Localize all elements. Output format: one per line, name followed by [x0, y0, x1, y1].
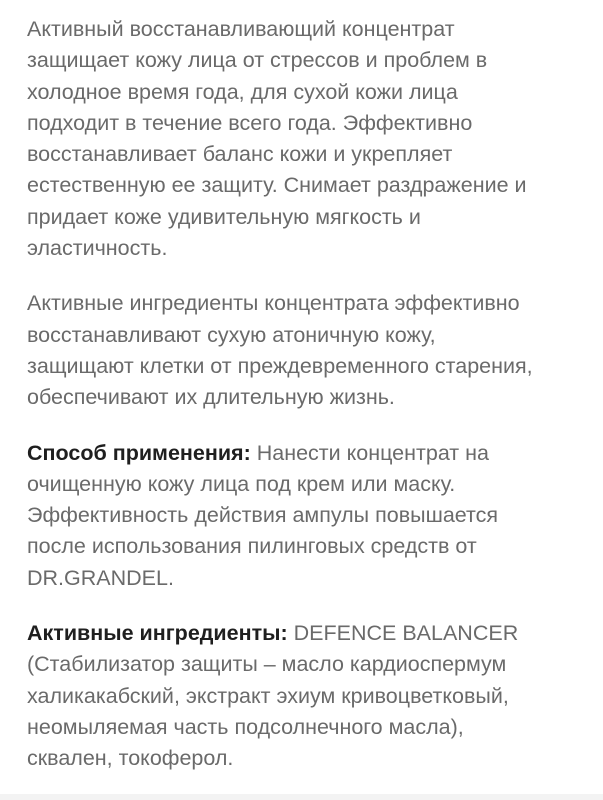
text-line: восстанавливает баланс кожи и укрепляет: [27, 142, 453, 167]
text-line: неомыляемая часть подсолнечного масла),: [27, 714, 464, 739]
text-line: защищает кожу лица от стрессов и проблем в: [27, 48, 488, 73]
text-line: эластичность.: [27, 236, 168, 261]
text-line: после использования пилинговых средств от: [27, 534, 477, 559]
active-ingredients-paragraph: [27, 618, 597, 774]
text-line: Активный восстанавливающий концентрат: [27, 17, 455, 41]
usage-paragraph: [27, 438, 597, 594]
text-line: [27, 618, 597, 649]
text-line: обеспечивают их длительную жизнь.: [27, 385, 395, 410]
text-line: восстанавливают сухую атоничную кожу,: [27, 322, 436, 347]
usage-label: Способ применения:: [27, 440, 251, 465]
product-description: [27, 14, 597, 799]
text-line: подходит в течение всего года. Эффективно: [27, 110, 473, 135]
text-line: защищают клетки от преждевременного старения,: [27, 353, 533, 378]
active-ingredients-first-line: DEFENCE BALANCER: [287, 621, 519, 646]
text-line: сквален, токоферол.: [27, 746, 234, 771]
text-line: Эффективность действия ампулы повышается: [27, 503, 499, 528]
text-line: (Стабилизатор защиты – масло кардиоспермум: [27, 652, 507, 677]
usage-first-line: Нанести концентрат на: [250, 440, 489, 465]
text-line: DR.GRANDEL.: [27, 565, 174, 590]
active-ingredients-label: Активные ингредиенты:: [27, 621, 288, 646]
text-line: халикакабский, экстракт эхиум кривоцветковый,: [27, 683, 509, 708]
text-line: естественную ее защиту. Снимает раздражение и: [27, 173, 527, 198]
ingredients-effect-paragraph: [27, 288, 597, 413]
text-line: придает коже удивительную мягкость и: [27, 204, 421, 229]
bottom-divider: [0, 794, 603, 800]
description-paragraph: [27, 14, 597, 264]
text-line: [27, 438, 597, 469]
text-line: Активные ингредиенты концентрата эффективно: [27, 291, 520, 316]
text-line: очищенную кожу лица под крем или маску.: [27, 471, 456, 496]
text-line: холодное время года, для сухой кожи лица: [27, 79, 458, 104]
